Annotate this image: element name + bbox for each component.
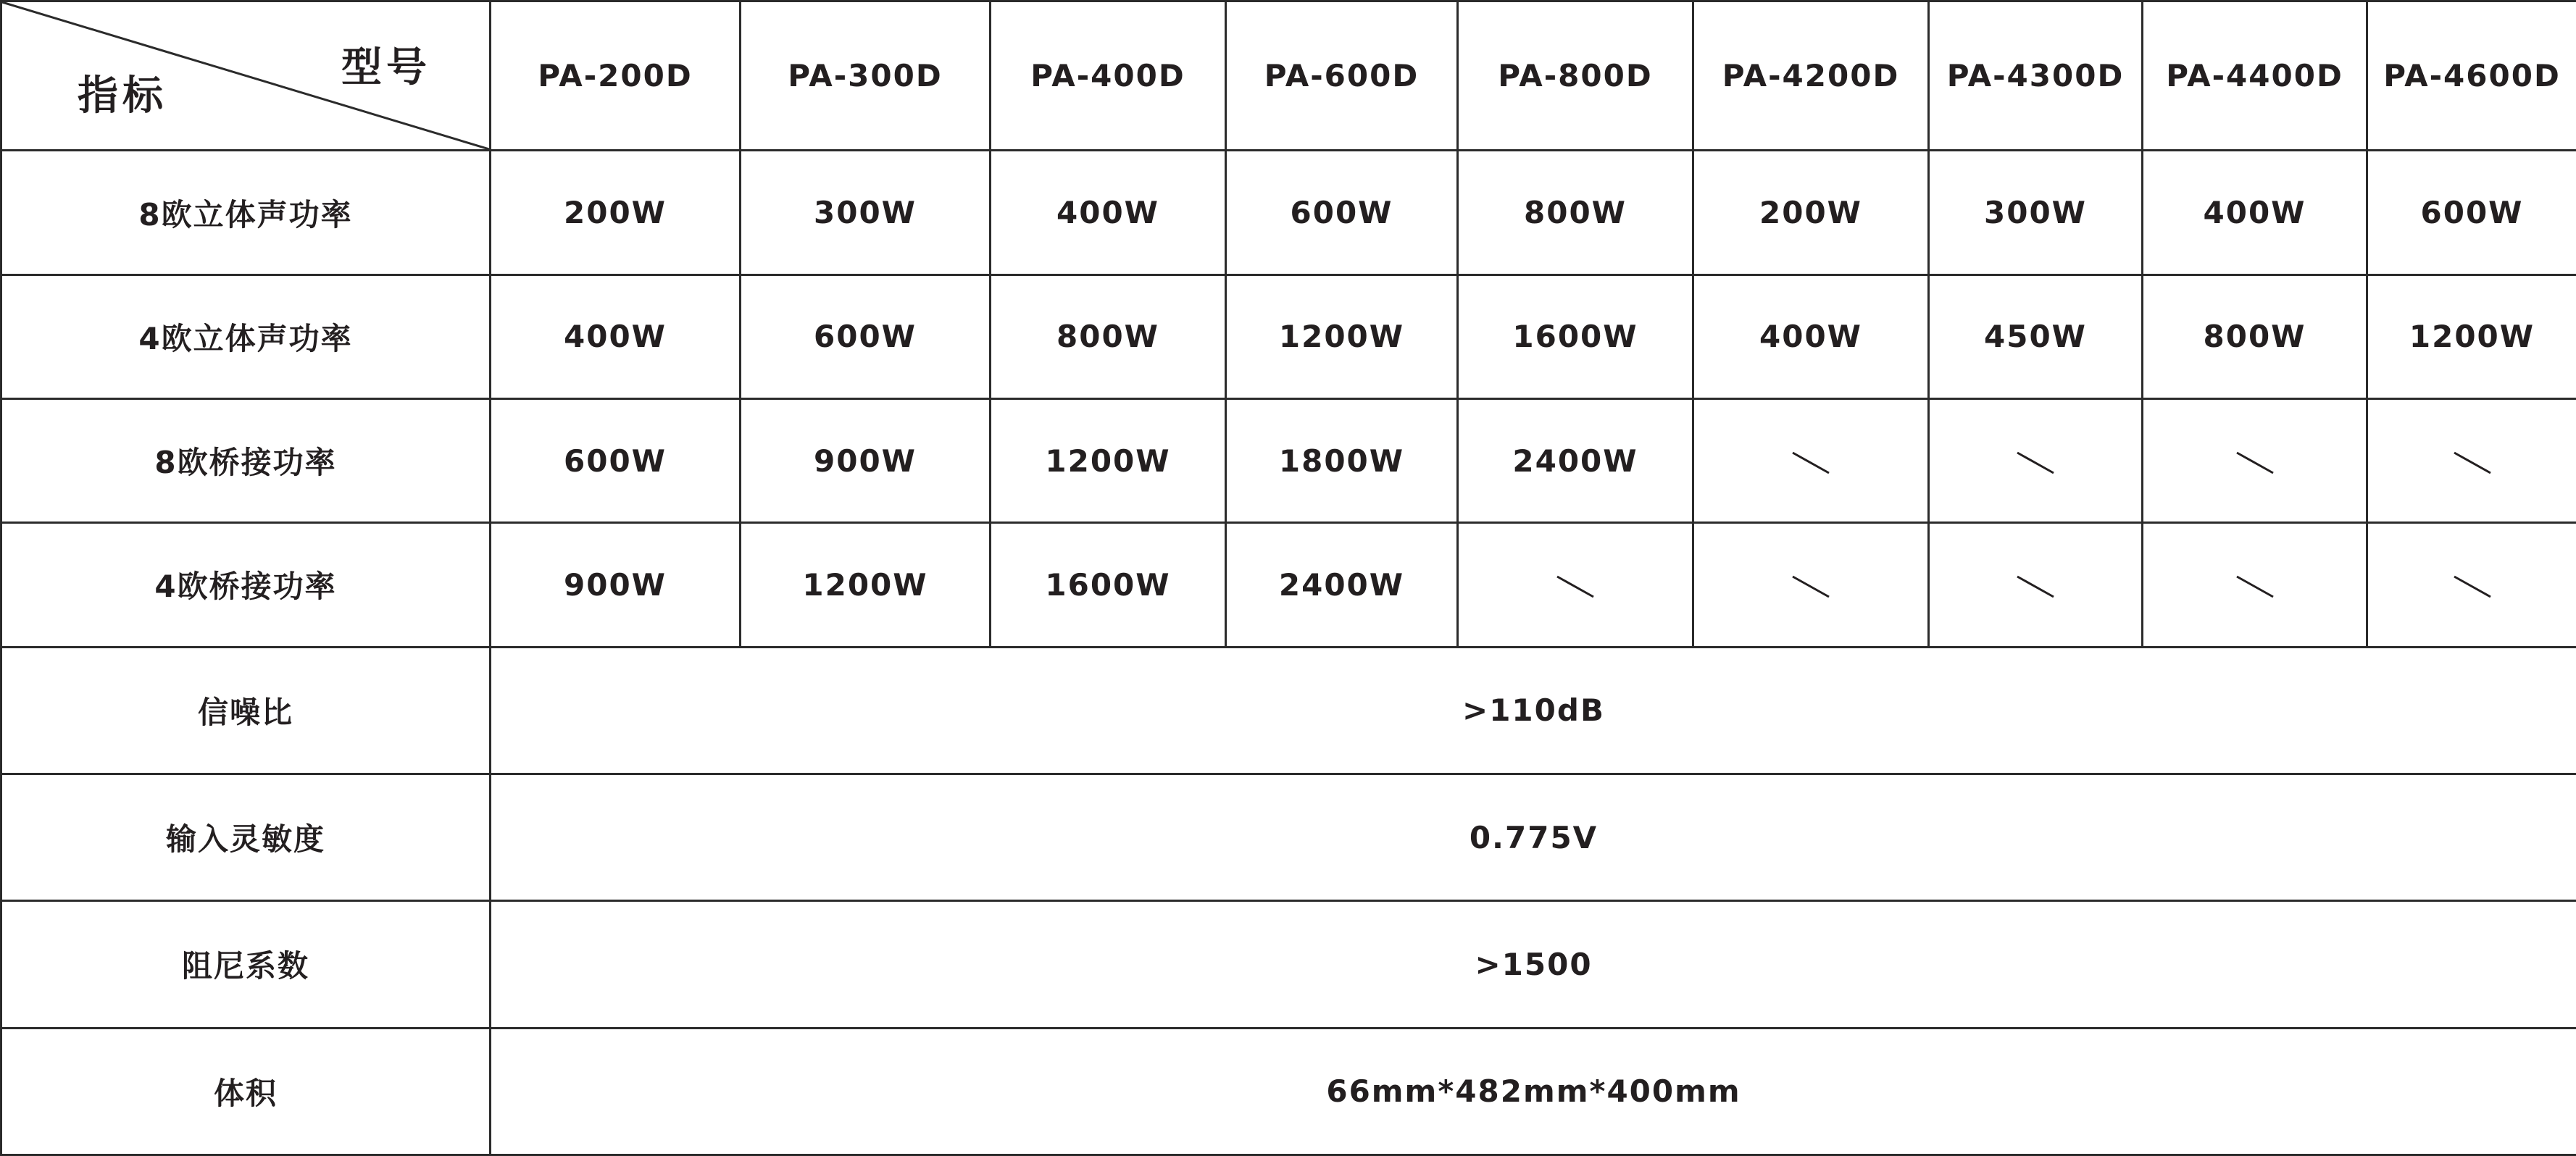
merged-value-cell: 0.775V — [491, 774, 2576, 900]
diagonal-slash-icon — [2453, 450, 2492, 476]
spec-value-cell: 1200W — [991, 399, 1226, 523]
spec-value-cell: 400W — [1693, 275, 1929, 398]
spec-value-cell: 900W — [741, 399, 991, 523]
not-applicable-cell — [1458, 523, 1693, 647]
diagonal-slash-icon — [2453, 574, 2492, 600]
spec-value-cell: 300W — [741, 151, 991, 275]
row-label: 4欧桥接功率 — [1, 523, 491, 647]
model-name-cell: PA-200D — [491, 1, 741, 151]
spec-value-cell: 400W — [991, 151, 1226, 275]
diagonal-slash-icon — [2016, 574, 2055, 600]
row-label: 8欧桥接功率 — [1, 399, 491, 523]
row-label: 8欧立体声功率 — [1, 151, 491, 275]
not-applicable-cell — [2143, 523, 2367, 647]
spec-value-cell: 1200W — [2367, 275, 2576, 398]
diagonal-slash-icon — [1791, 450, 1830, 476]
power-row — [1, 399, 2576, 523]
header-row — [1, 1, 2576, 151]
corner-header-cell — [1, 1, 491, 151]
not-applicable-cell — [1693, 523, 1929, 647]
row-label: 体积 — [1, 1028, 491, 1155]
model-name-cell: PA-4200D — [1693, 1, 1929, 151]
model-name-cell: PA-4400D — [2143, 1, 2367, 151]
power-row — [1, 275, 2576, 398]
model-name-cell: PA-600D — [1226, 1, 1458, 151]
spec-value-cell: 600W — [741, 275, 991, 398]
common-spec-row — [1, 1028, 2576, 1155]
spec-value-cell: 1600W — [991, 523, 1226, 647]
not-applicable-cell — [2367, 523, 2576, 647]
power-row — [1, 523, 2576, 647]
spec-value-cell: 1600W — [1458, 275, 1693, 398]
model-name-cell: PA-4300D — [1929, 1, 2143, 151]
spec-value-cell: 300W — [1929, 151, 2143, 275]
common-spec-row — [1, 901, 2576, 1028]
diagonal-slash-icon — [2235, 450, 2275, 476]
spec-value-cell: 600W — [491, 399, 741, 523]
spec-value-cell: 800W — [2143, 275, 2367, 398]
not-applicable-cell — [2367, 399, 2576, 523]
model-name-cell: PA-800D — [1458, 1, 1693, 151]
merged-value-cell: 66mm*482mm*400mm — [491, 1028, 2576, 1155]
row-label: 输入灵敏度 — [1, 774, 491, 900]
merged-value-cell: >110dB — [491, 647, 2576, 774]
spec-value-cell: 1800W — [1226, 399, 1458, 523]
model-name-cell: PA-400D — [991, 1, 1226, 151]
spec-value-cell: 2400W — [1226, 523, 1458, 647]
not-applicable-cell — [1929, 523, 2143, 647]
model-name-cell: PA-4600D — [2367, 1, 2576, 151]
diagonal-slash-icon — [1556, 574, 1595, 600]
metric-header-label: 指标 — [78, 72, 167, 120]
spec-value-cell: 2400W — [1458, 399, 1693, 523]
spec-value-cell: 400W — [491, 275, 741, 398]
spec-value-cell: 600W — [2367, 151, 2576, 275]
spec-value-cell: 600W — [1226, 151, 1458, 275]
spec-value-cell: 800W — [991, 275, 1226, 398]
row-label: 信噪比 — [1, 647, 491, 774]
not-applicable-cell — [2143, 399, 2367, 523]
not-applicable-cell — [1693, 399, 1929, 523]
spec-value-cell: 800W — [1458, 151, 1693, 275]
spec-value-cell: 200W — [1693, 151, 1929, 275]
spec-value-cell: 1200W — [1226, 275, 1458, 398]
power-row — [1, 151, 2576, 275]
spec-value-cell: 200W — [491, 151, 741, 275]
spec-value-cell: 400W — [2143, 151, 2367, 275]
spec-value-cell: 900W — [491, 523, 741, 647]
diagonal-slash-icon — [2235, 574, 2275, 600]
row-label: 阻尼系数 — [1, 901, 491, 1028]
common-spec-row — [1, 774, 2576, 900]
common-spec-row — [1, 647, 2576, 774]
not-applicable-cell — [1929, 399, 2143, 523]
spec-value-cell: 1200W — [741, 523, 991, 647]
diagonal-slash-icon — [2016, 450, 2055, 476]
diagonal-slash-icon — [1791, 574, 1830, 600]
spec-value-cell: 450W — [1929, 275, 2143, 398]
model-header-label: 型号 — [341, 44, 431, 92]
row-label: 4欧立体声功率 — [1, 275, 491, 398]
merged-value-cell: >1500 — [491, 901, 2576, 1028]
model-name-cell: PA-300D — [741, 1, 991, 151]
